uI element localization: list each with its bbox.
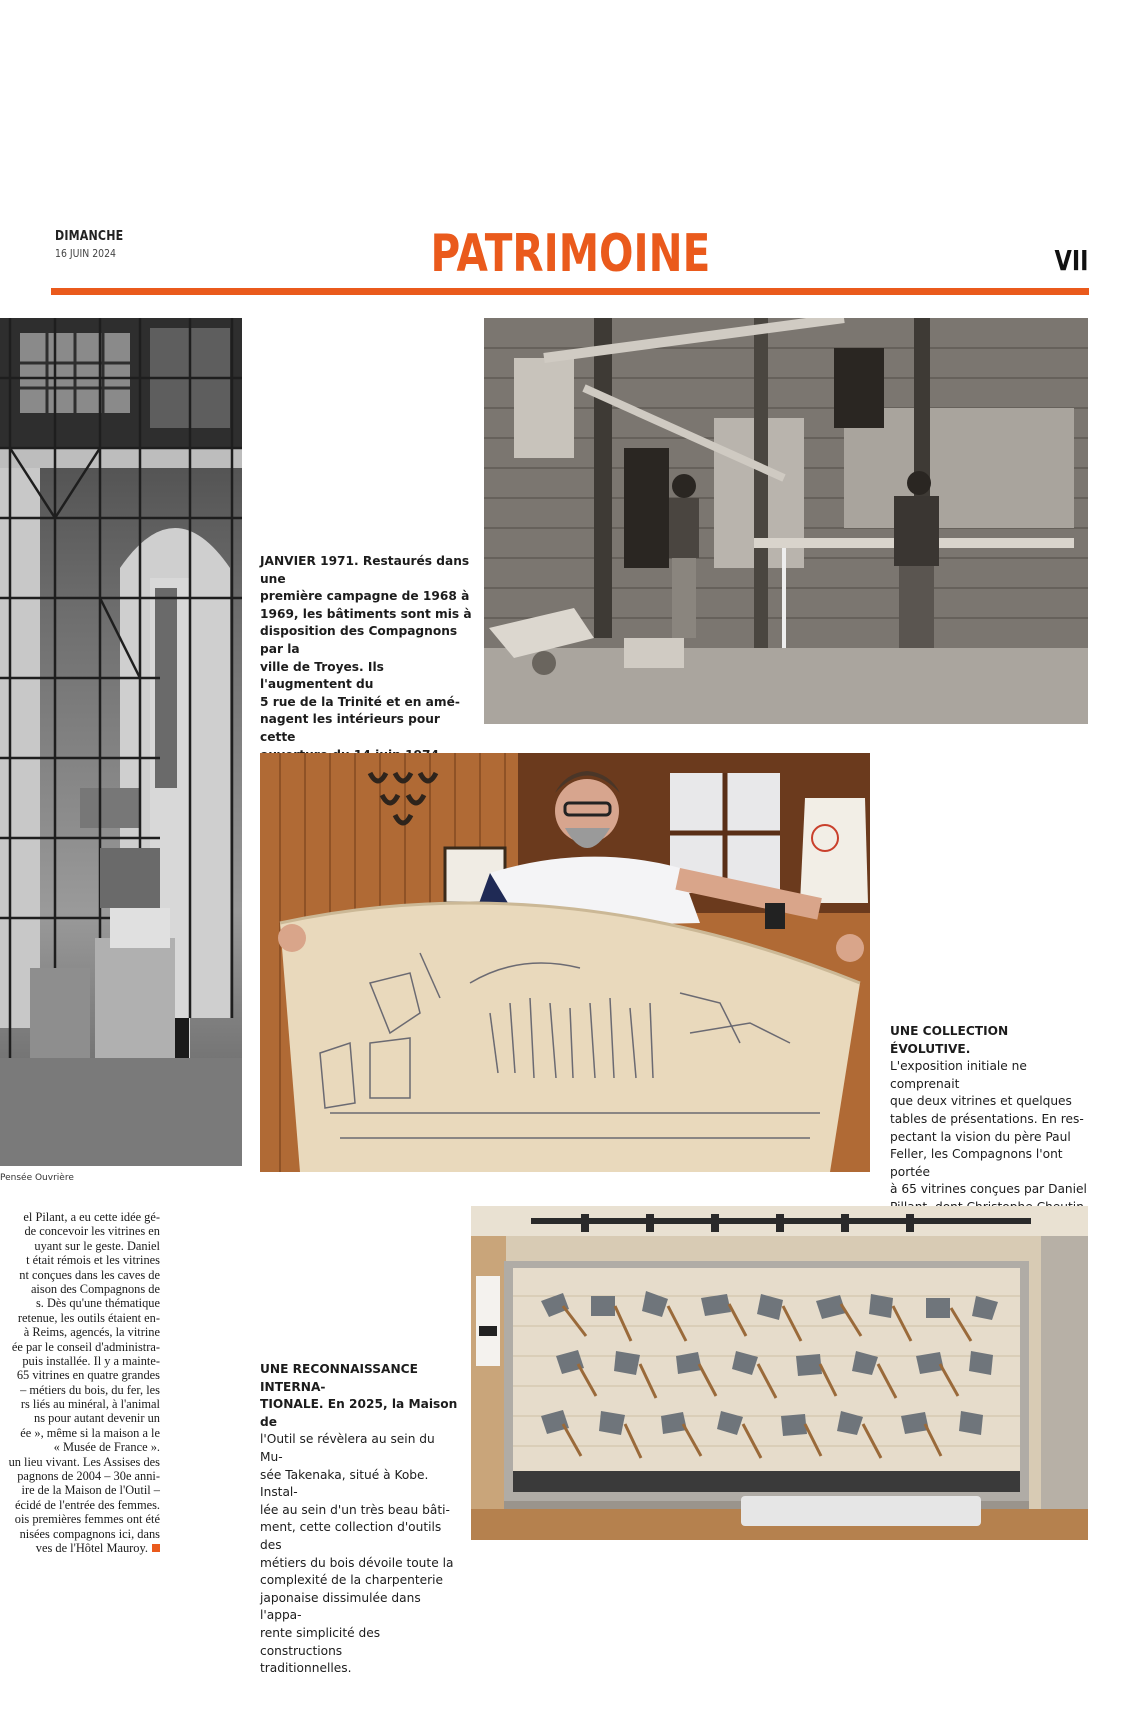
body-line: 65 vitrines en quatre grandes <box>16 1368 160 1383</box>
end-of-article-square-icon <box>152 1544 160 1552</box>
caption-line: première campagne de 1968 à <box>260 589 470 604</box>
header-date: 16 JUIN 2024 <box>55 247 117 260</box>
body-line: à Reims, agencés, la vitrine <box>23 1325 160 1340</box>
body-line: s. Dès qu'une thématique <box>35 1296 160 1311</box>
caption-line: que deux vitrines et quelques <box>890 1094 1072 1109</box>
article-body-column <box>0 1210 160 1555</box>
body-line: t était rémois et les vitrines <box>26 1253 160 1268</box>
page-number: VII <box>1054 244 1089 277</box>
caption-line: japonaise dissimulée dans l'appa- <box>260 1590 421 1623</box>
header-rule <box>51 288 1089 295</box>
caption-line: à 65 vitrines conçues par Daniel <box>890 1182 1087 1197</box>
header-day: DIMANCHE <box>55 229 124 244</box>
body-line: « Musée de France ». <box>53 1440 160 1455</box>
body-line: rs liés au minéral, à l'animal <box>20 1397 160 1412</box>
caption-line: JANVIER 1971. Restaurés dans une <box>260 554 470 586</box>
body-line: ns pour autant devenir un <box>34 1411 160 1426</box>
body-line: uyant sur le geste. Daniel <box>34 1238 160 1253</box>
caption-line: traditionnelles. <box>260 1661 352 1676</box>
masons-restoring-wall-photo <box>484 318 1088 724</box>
body-line: de concevoir les vitrines en <box>24 1224 160 1239</box>
man-holding-drawing-photo <box>260 753 870 1172</box>
body-line: écidé de l'entrée des femmes. <box>15 1497 160 1512</box>
body-line-last <box>0 1541 160 1555</box>
section-title-text: PATRIMOINE <box>430 224 710 284</box>
caption-line: L'exposition initiale ne comprenait <box>890 1059 1027 1091</box>
body-line: el Pilant, a eu cette idée gé- <box>23 1210 160 1224</box>
caption-line: pectant la vision du père Paul <box>890 1129 1071 1144</box>
caption-line: Feller, les Compagnons l'ont portée <box>890 1147 1063 1179</box>
body-line: ée », même si la maison a le <box>20 1425 160 1440</box>
body-line: nt conçues dans les caves de <box>19 1267 160 1282</box>
caption-line: TIONALE. En 2025, la Maison de <box>260 1397 458 1429</box>
caption-line: UNE RECONNAISSANCE INTERNA- <box>260 1362 418 1394</box>
body-line: pagnons de 2004 – 30e anni- <box>17 1469 160 1484</box>
caption-line: ment, cette collection d'outils des <box>260 1520 442 1552</box>
caption-line: complexité de la charpenterie <box>260 1573 444 1588</box>
left-photo-credit: Pensée Ouvrière <box>0 1173 74 1183</box>
body-line: un lieu vivant. Les Assises des <box>8 1454 160 1469</box>
body-line: retenue, les outils étaient en- <box>17 1310 160 1325</box>
body-line: nisées compagnons ici, dans <box>19 1526 160 1541</box>
caption-reconnaissance <box>260 1361 460 1678</box>
caption-collection <box>890 1023 1090 1234</box>
caption-line: métiers du bois dévoile toute la <box>260 1555 454 1570</box>
axe-display-case-photo <box>471 1206 1088 1540</box>
body-line: ois premières femmes ont été <box>14 1512 160 1527</box>
caption-line: lée au sein d'un très beau bâti- <box>260 1502 450 1517</box>
caption-line: tables de présentations. En res- <box>890 1111 1084 1126</box>
caption-line: rente simplicité des constructions <box>260 1625 381 1658</box>
caption-line: nagent les intérieurs pour cette <box>260 712 440 744</box>
caption-line: UNE COLLECTION ÉVOLUTIVE. <box>890 1024 1009 1056</box>
caption-line: l'Outil se révèlera au sein du Mu- <box>260 1432 435 1464</box>
caption-line: disposition des Compagnons par la <box>260 624 458 656</box>
body-line: aison des Compagnons de <box>30 1281 160 1296</box>
body-line: ire de la Maison de l'Outil – <box>21 1483 160 1498</box>
body-line: – métiers du bois, du fer, les <box>20 1382 160 1397</box>
scaffolding-courtyard-photo <box>0 318 242 1166</box>
caption-line: ville de Troyes. Ils l'augmentent du <box>260 659 384 692</box>
section-title <box>0 224 1140 284</box>
body-line: puis installée. Il y a mainte- <box>22 1353 160 1368</box>
body-line: ée par le conseil d'administra- <box>11 1339 160 1354</box>
caption-line: sée Takenaka, situé à Kobe. Instal- <box>260 1467 429 1500</box>
body-line-text: ves de l'Hôtel Mauroy. <box>35 1540 148 1555</box>
caption-line: 5 rue de la Trinité et en amé- <box>260 694 460 709</box>
caption-line: 1969, les bâtiments sont mis à <box>260 606 472 621</box>
